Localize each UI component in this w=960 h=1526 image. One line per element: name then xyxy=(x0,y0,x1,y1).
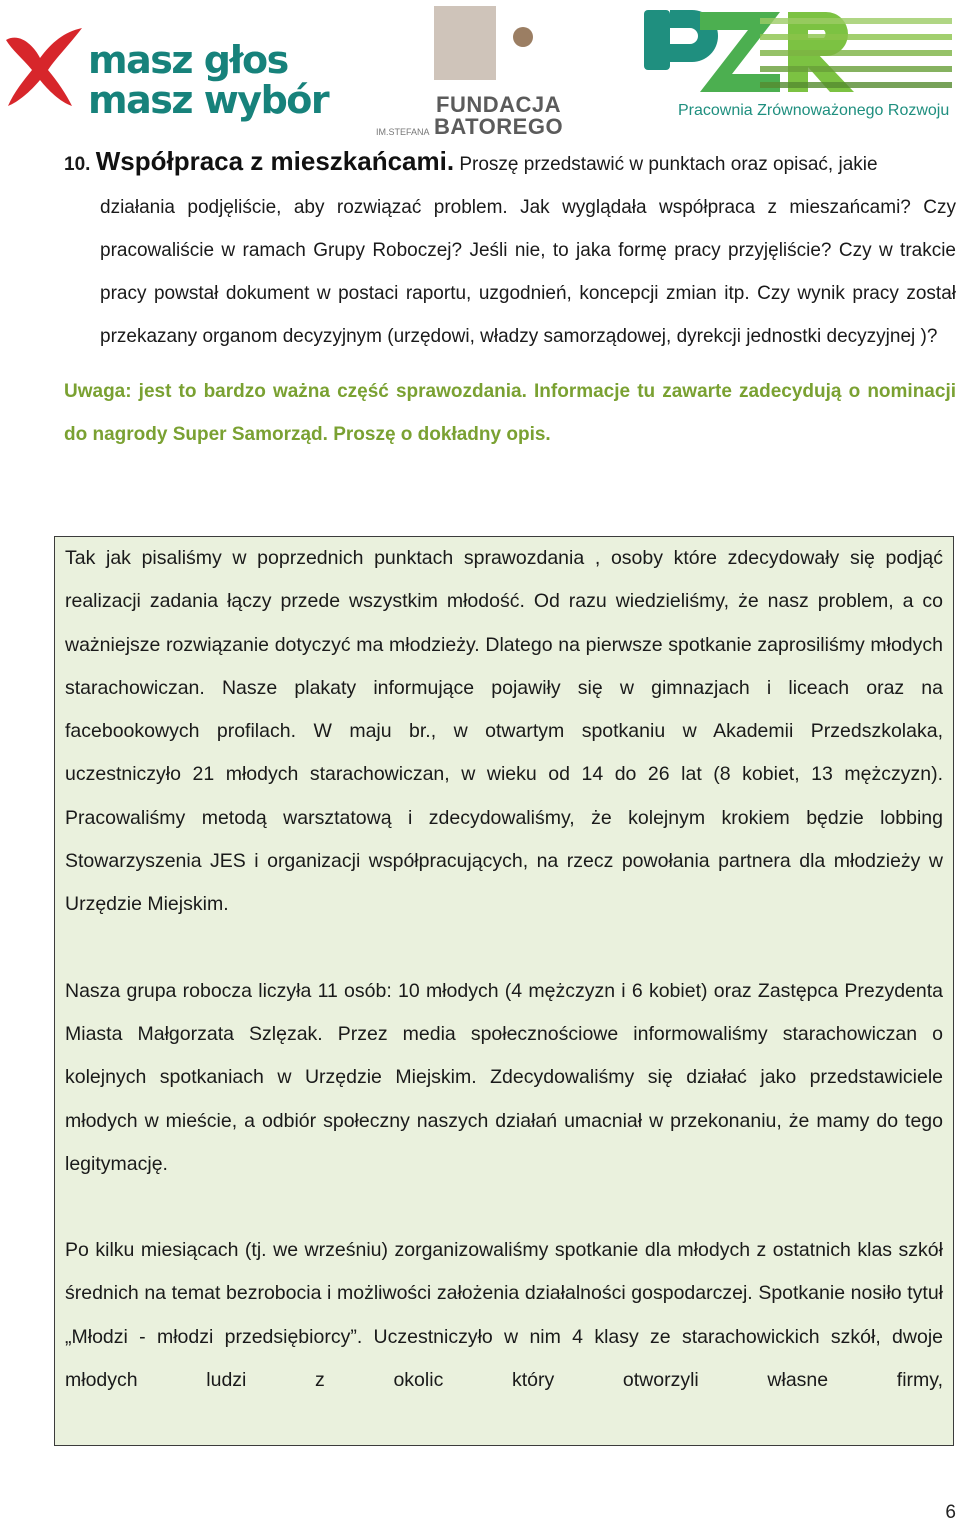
fundacja-batorego-logo xyxy=(376,6,564,139)
pzr-caption: Pracownia Zrównoważonego Rozwoju xyxy=(678,102,950,119)
batorego-emblem-icon xyxy=(434,6,496,80)
page-number: 6 xyxy=(945,1502,956,1523)
question-title: Współpraca z mieszkańcami. xyxy=(95,146,455,176)
question-section xyxy=(64,140,956,456)
batorego-line1: FUNDACJA xyxy=(436,92,561,117)
red-x-mark-icon xyxy=(0,22,88,110)
answer-paragraph-2: Nasza grupa robocza liczyła 11 osób: 10 młodych (4 mężczyzn i 6 kobiet) oraz Zastępca Prezydenta Miasta Małgorzata Szlęzak. Przez media społecznościowe informowaliśmy starachowiczan o kolejnych spotkaniach w Urzędzie Miejskim. Zdecydowaliśmy się działać jako przedstawiciele młodych w mieście, a odbiór społeczny naszych działań umacniał w przekonaniu, że mamy do tego legitymację. xyxy=(65,979,943,1175)
batorego-small-text: IM.STEFANA xyxy=(376,127,430,137)
masz-glos-line1: masz głos xyxy=(88,38,288,82)
masz-glos-logo xyxy=(0,18,330,122)
masz-glos-line2: masz wybór xyxy=(88,78,329,122)
answer-paragraph-3: Po kilku miesiącach (tj. we wrześniu) zorganizowaliśmy spotkanie dla młodych z ostatnich klas szkół średnich na temat bezrobocia i możliwości założenia działalności gospodarczej. Spotkanie nosiło tytuł „Młodzi - młodzi przedsiębiorcy”. Uczestniczyło w nim 4 klasy ze starachowickich szkół, dwoje młodych ludzi z okolic który otworzyli własne firmy, xyxy=(65,1239,943,1392)
question-intro: Proszę przedstawić w punktach oraz opisać, jakie xyxy=(459,154,878,175)
question-number: 10. xyxy=(64,154,91,175)
pzr-mark-icon xyxy=(640,4,956,100)
pzr-logo xyxy=(640,4,956,128)
answer-box xyxy=(54,536,954,1446)
batorego-line2: BATOREGO xyxy=(434,114,564,139)
question-warning: Uwaga: jest to bardzo ważna część sprawozdania. Informacje tu zawarte zadecydują o nominacji do nagrody Super Samorząd. Proszę o dokładny opis. xyxy=(64,381,956,445)
masz-glos-wordmark xyxy=(88,40,328,120)
answer-paragraph-1: Tak jak pisaliśmy w poprzednich punktach sprawozdania , osoby które zdecydowały się podjąć realizacji zadania łączy przede wszystkim młodość. Od razu wiedzieliśmy, że nasz problem, a co ważniejsze rozwiązanie dotyczyć ma młodzieży. Dlatego na pierwsze spotkanie zaprosiliśmy młodych starachowiczan. Nasze plakaty informujące pojawiły się w gimnazjach i liceach oraz na facebookowych profilach. W maju br., w otwartym spotkaniu w Akademii Przedszkolaka, uczestniczyło 21 młodych starachowiczan, w wieku od 14 do 26 lat (8 kobiet, 13 mężczyzn). Pracowaliśmy metodą warsztatową i zdecydowaliśmy, że kolejnym krokiem będzie lobbing Stowarzyszenia JES i organizacji współpracujących, na rzecz powołania partnera dla młodzieży w Urzędzie Miejskim. xyxy=(65,547,943,916)
question-body: działania podjęliście, aby rozwiązać problem. Jak wyglądała współpraca z mieszańcami? Czy pracowaliście w ramach Grupy Roboczej? Jeśli nie, to jaka formę pracy przyjęliście? Czy w trakcie pracy powstał dokument w postaci raportu, uzgodnień, koncepcji zmian itp. Czy wynik pracy został przekazany organom decyzyjnym (urzędowi, władzy samorządowej, dyrekcji jednostki decyzyjnej )? xyxy=(100,197,956,347)
question-heading xyxy=(64,140,956,186)
